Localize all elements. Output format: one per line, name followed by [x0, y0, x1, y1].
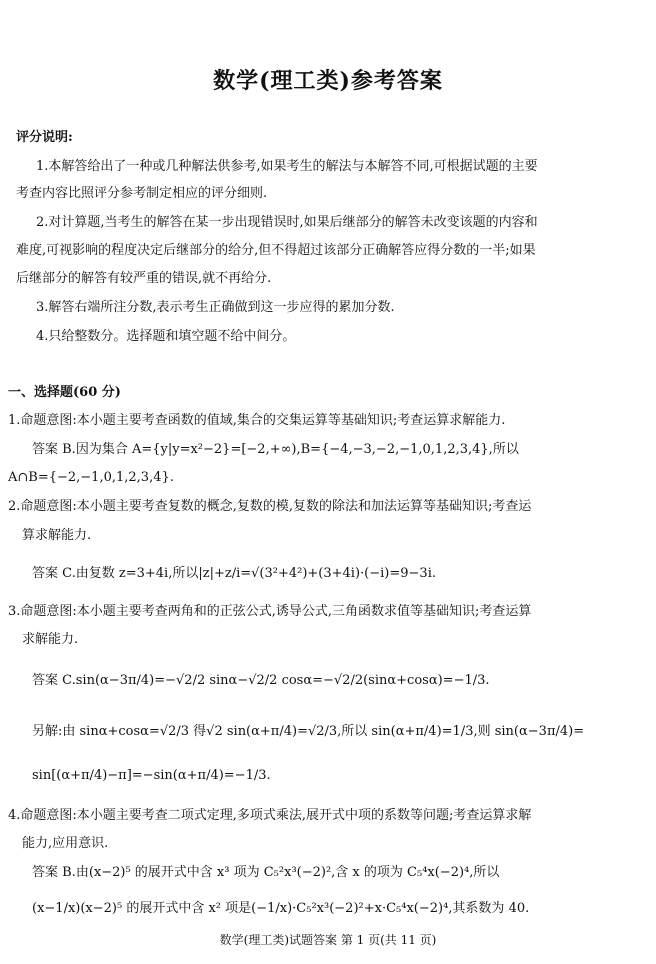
- question-line: 求解能力.: [22, 632, 79, 647]
- answer-line: sin[(α+π/4)−π]=−sin(α+π/4)=−1/3.: [32, 768, 271, 783]
- answer-line: 另解:由 sinα+cosα=√2/3 得√2 sin(α+π/4)=√2/3,所以 sin(α+π/4)=1/3,则 sin(α−3π/4)=: [32, 724, 585, 739]
- grading-line: 难度,可视影响的程度决定后继部分的给分,但不得超过该部分正确解答应得分数的一半;如果: [16, 243, 536, 258]
- question-line: 2.命题意图:本小题主要考查复数的概念,复数的模,复数的除法和加法运算等基础知识;考查运: [8, 499, 532, 514]
- section-heading: 一、选择题(60 分): [8, 385, 121, 400]
- grading-line: 后继部分的解答有较严重的错误,就不再给分.: [16, 271, 272, 286]
- answer-line: 答案 B.因为集合 A={y|y=x²−2}=[−2,+∞),B={−4,−3,−2,−1,0,1,2,3,4},所以: [32, 442, 519, 457]
- grading-line: 考查内容比照评分参考制定相应的评分细则.: [16, 186, 268, 201]
- question-line: 算求解能力.: [22, 528, 92, 543]
- page-title: 数学(理工类)参考答案: [213, 68, 443, 94]
- grading-line: 1.本解答给出了一种或几种解法供参考,如果考生的解法与本解答不同,可根据试题的主要: [36, 159, 538, 174]
- answer-line: 答案 C.由复数 z=3+4i,所以|z|+z/i=√(3²+4²)+(3+4i)·(−i)=9−3i.: [32, 566, 436, 581]
- answer-line: A∩B={−2,−1,0,1,2,3,4}.: [8, 470, 174, 485]
- answer-line: 答案 B.由(x−2)⁵ 的展开式中含 x³ 项为 C₅²x³(−2)²,含 x 的项为 C₅⁴x(−2)⁴,所以: [32, 865, 500, 880]
- question-line: 3.命题意图:本小题主要考查两角和的正弦公式,诱导公式,三角函数求值等基础知识;考查运算: [8, 604, 532, 619]
- answer-line: 答案 C.sin(α−3π/4)=−√2/2 sinα−√2/2 cosα=−√2/2(sinα+cosα)=−1/3.: [32, 673, 490, 688]
- grading-line: 2.对计算题,当考生的解答在某一步出现错误时,如果后继部分的解答未改变该题的内容和: [36, 215, 538, 230]
- answer-line: (x−1/x)(x−2)⁵ 的展开式中含 x² 项是(−1/x)·C₅²x³(−2)²+x·C₅⁴x(−2)⁴,其系数为 40.: [32, 901, 530, 916]
- question-line: 4.命题意图:本小题主要考查二项式定理,多项式乘法,展开式中项的系数等问题;考查运算求解: [8, 808, 532, 823]
- grading-line: 4.只给整数分。选择题和填空题不给中间分。: [36, 329, 296, 344]
- grading-heading: 评分说明:: [16, 130, 73, 145]
- question-line: 1.命题意图:本小题主要考查函数的值域,集合的交集运算等基础知识;考查运算求解能力.: [8, 413, 506, 428]
- grading-line: 3.解答右端所注分数,表示考生正确做到这一步应得的累加分数.: [36, 300, 395, 315]
- question-line: 能力,应用意识.: [22, 836, 109, 851]
- page-footer: 数学(理工类)试题答案 第 1 页(共 11 页): [219, 933, 437, 947]
